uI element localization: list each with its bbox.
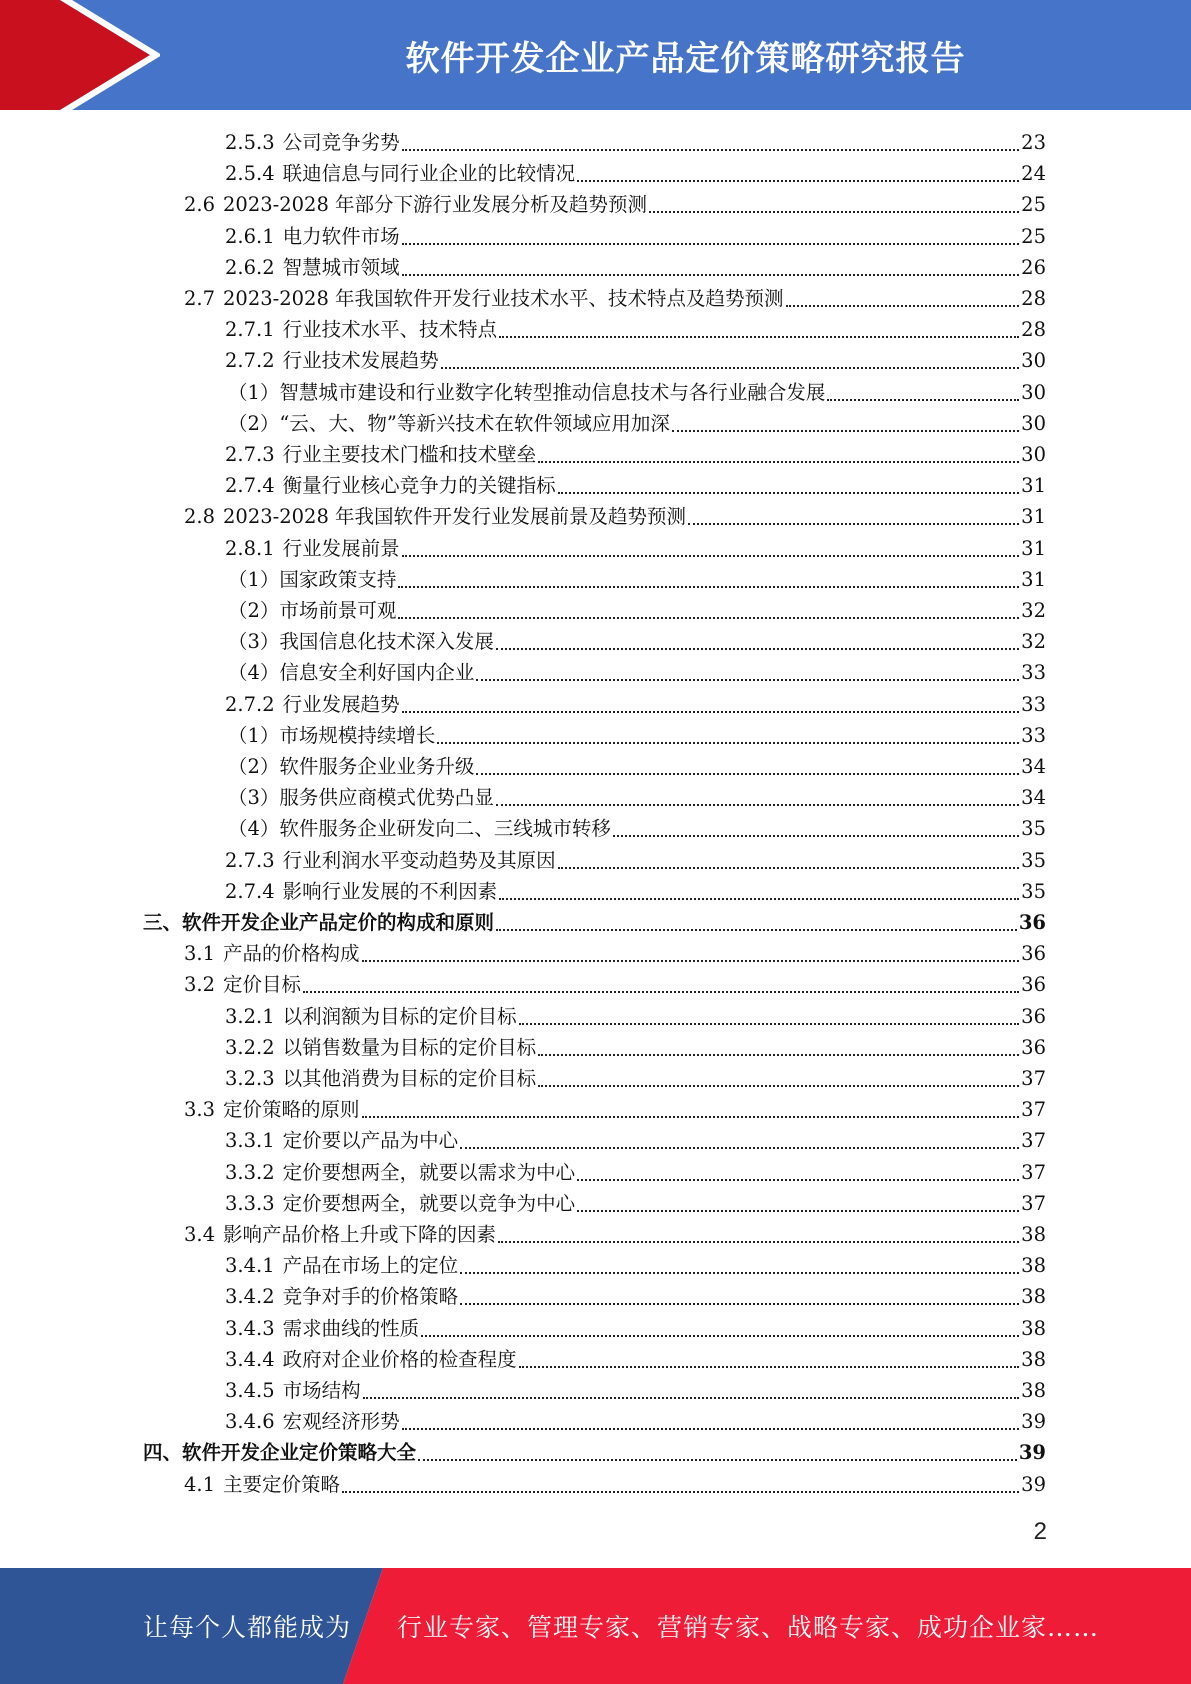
- toc-entry-number: （2）: [228, 411, 280, 435]
- toc-entry-label: 我国信息化技术深入发展: [279, 630, 494, 654]
- toc-entry-label: 电力软件市场: [282, 224, 400, 248]
- toc-entry-label: 2023-2028 年部分下游行业发展分析及趋势预测: [223, 193, 648, 217]
- toc-leader-dots: [398, 586, 1019, 588]
- toc-leader-dots: [342, 1491, 1019, 1493]
- toc-entry[interactable]: [184, 1219, 1046, 1250]
- toc-entry[interactable]: [225, 1001, 1046, 1032]
- footer-slogan-left: 让每个人都能成为: [143, 1613, 352, 1642]
- toc-entry-label: 行业主要技术门槛和技术壁垒: [282, 443, 537, 466]
- toc-entry-number: 3.3.1: [225, 1129, 275, 1153]
- toc-entry-number: 4.1: [184, 1472, 216, 1496]
- toc-leader-dots: [613, 835, 1019, 837]
- toc-leader-dots: [362, 960, 1020, 962]
- toc-entry-number: 2.6.2: [225, 255, 275, 279]
- toc-leader-dots: [577, 180, 1019, 182]
- toc-entry-page: 39: [1021, 1410, 1046, 1434]
- toc-entry-page: 36: [1018, 911, 1046, 934]
- page-header: [0, 0, 1191, 110]
- toc-entry-number: 3.4.4: [225, 1347, 275, 1371]
- toc-entry[interactable]: [225, 1344, 1046, 1375]
- toc-entry-number: 3.4.6: [225, 1410, 275, 1434]
- footer-slogan-right: 行业专家、管理专家、营销专家、战略专家、成功企业家……: [397, 1613, 1100, 1642]
- toc-entry-number: 2.7.1: [225, 318, 275, 342]
- toc-entry-label: 智慧城市领域: [282, 255, 400, 279]
- toc-entry-label: 服务供应商模式优势凸显: [279, 786, 494, 810]
- toc-leader-dots: [499, 898, 1019, 900]
- toc-entry[interactable]: [228, 377, 1046, 408]
- toc-entry-number: （4）: [228, 661, 280, 685]
- toc-leader-dots: [827, 399, 1019, 401]
- toc-entry-page: 30: [1021, 380, 1046, 404]
- toc-entry-page: 32: [1021, 599, 1046, 622]
- toc-leader-dots: [402, 1428, 1020, 1430]
- toc-entry-label: 公司竞争劣势: [282, 131, 400, 154]
- toc-entry-number: 3.2.2: [225, 1035, 275, 1059]
- toc-entry-number: 2.7.3: [225, 443, 275, 466]
- toc-entry-number: （4）: [228, 817, 280, 841]
- toc-leader-dots: [402, 555, 1020, 557]
- toc-entry-label: 定价目标: [223, 973, 302, 997]
- toc-leader-dots: [498, 1241, 1019, 1243]
- toc-entry[interactable]: [225, 221, 1046, 252]
- toc-entry-page: 36: [1021, 973, 1046, 997]
- toc-entry-number: 3.3.2: [225, 1160, 275, 1184]
- toc-entry[interactable]: [225, 533, 1046, 564]
- toc-entry[interactable]: [228, 751, 1046, 782]
- toc-entry-page: 38: [1021, 1254, 1046, 1278]
- toc-entry[interactable]: [143, 1437, 1046, 1468]
- toc-entry-label: 主要定价策略: [223, 1472, 341, 1496]
- toc-leader-dots: [418, 1459, 1017, 1461]
- toc-entry-number: 3.2.3: [225, 1067, 275, 1090]
- toc-entry[interactable]: [228, 657, 1046, 688]
- toc-entry-page: 39: [1018, 1441, 1046, 1465]
- toc-entry-page: 25: [1021, 224, 1046, 248]
- toc-entry[interactable]: [184, 1094, 1046, 1125]
- toc-entry-number: 3.3.3: [225, 1191, 275, 1215]
- toc-leader-dots: [538, 1085, 1019, 1087]
- toc-leader-dots: [437, 742, 1019, 744]
- toc-entry-page: 37: [1021, 1098, 1046, 1122]
- toc-entry[interactable]: [228, 813, 1046, 844]
- toc-entry[interactable]: [143, 907, 1046, 938]
- toc-entry-page: 28: [1021, 287, 1046, 310]
- toc-entry-label: 软件服务企业研发向二、三线城市转移: [279, 817, 611, 841]
- toc-entry[interactable]: [225, 158, 1046, 189]
- toc-entry[interactable]: [184, 189, 1046, 220]
- toc-entry-number: （1）: [228, 567, 280, 591]
- toc-leader-dots: [672, 430, 1019, 432]
- toc-entry[interactable]: [225, 876, 1046, 907]
- toc-entry-label: 市场结构: [282, 1379, 361, 1402]
- toc-leader-dots: [460, 1272, 1019, 1274]
- toc-entry[interactable]: [225, 470, 1046, 501]
- toc-entry-number: 三、: [143, 911, 183, 934]
- toc-entry-page: 39: [1021, 1472, 1046, 1496]
- toc-entry-number: 3.1: [184, 942, 216, 966]
- toc-entry-label: 市场前景可观: [279, 599, 397, 622]
- toc-entry-label: 以其他消费为目标的定价目标: [282, 1067, 537, 1090]
- toc-entry-label: 产品的价格构成: [223, 942, 360, 966]
- toc-entry[interactable]: [225, 127, 1046, 158]
- toc-entry-label: 国家政策支持: [279, 567, 397, 591]
- toc-entry-page: 30: [1021, 349, 1046, 373]
- toc-entry[interactable]: [225, 1188, 1046, 1219]
- toc-entry[interactable]: [225, 345, 1046, 376]
- toc-entry[interactable]: [225, 1125, 1046, 1156]
- toc-leader-dots: [519, 1023, 1020, 1025]
- toc-entry-number: 3.4.2: [225, 1285, 275, 1309]
- toc-entry-label: 需求曲线的性质: [282, 1316, 420, 1340]
- toc-leader-dots: [303, 991, 1019, 993]
- toc-entry-number: 四、: [143, 1441, 183, 1465]
- toc-entry-page: 31: [1021, 536, 1046, 560]
- toc-leader-dots: [402, 274, 1020, 276]
- toc-entry-page: 37: [1021, 1160, 1046, 1184]
- toc-leader-dots: [460, 1303, 1019, 1305]
- toc-entry-label: 软件服务企业业务升级: [279, 755, 475, 778]
- toc-entry-page: 33: [1021, 661, 1046, 685]
- toc-entry[interactable]: [184, 1469, 1046, 1500]
- toc-entry-label: 影响产品价格上升或下降的因素: [223, 1223, 497, 1246]
- toc-entry[interactable]: [228, 782, 1046, 813]
- toc-entry[interactable]: [184, 938, 1046, 969]
- toc-entry-label: 软件开发企业产品定价的构成和原则: [182, 911, 495, 934]
- toc-entry-number: 2.7: [184, 287, 216, 310]
- toc-entry-label: 以利润额为目标的定价目标: [282, 1004, 517, 1028]
- toc-entry[interactable]: [225, 1313, 1046, 1344]
- toc-entry[interactable]: [228, 595, 1046, 626]
- toc-entry-label: 行业发展前景: [282, 536, 400, 560]
- toc-entry-page: 38: [1021, 1223, 1046, 1246]
- toc-leader-dots: [649, 211, 1019, 213]
- toc-entry[interactable]: [225, 1032, 1046, 1063]
- toc-entry-page: 38: [1021, 1347, 1046, 1371]
- toc-leader-dots: [460, 1147, 1019, 1149]
- toc-entry-page: 30: [1021, 411, 1046, 435]
- toc-entry-number: 3.4.1: [225, 1254, 275, 1278]
- toc-leader-dots: [421, 1335, 1019, 1337]
- toc-leader-dots: [786, 305, 1020, 307]
- toc-entry[interactable]: [228, 626, 1046, 657]
- toc-entry-label: 影响行业发展的不利因素: [282, 879, 498, 903]
- toc-entry-number: 3.4: [184, 1223, 216, 1246]
- toc-entry-number: 2.5.3: [225, 131, 275, 154]
- toc-leader-dots: [476, 679, 1019, 681]
- toc-entry-label: 市场规模持续增长: [279, 723, 436, 747]
- toc-entry-number: 3.2: [184, 973, 216, 997]
- toc-leader-dots: [496, 648, 1019, 650]
- toc-entry-label: 智慧城市建设和行业数字化转型推动信息技术与各行业融合发展: [279, 380, 826, 404]
- toc-entry-number: 2.6.1: [225, 224, 275, 248]
- toc-entry-page: 35: [1021, 879, 1046, 903]
- toc-entry-page: 38: [1021, 1316, 1046, 1340]
- toc-entry-number: 2.8.1: [225, 536, 275, 560]
- toc-entry-page: 37: [1021, 1067, 1046, 1090]
- toc-leader-dots: [363, 1397, 1020, 1399]
- toc-entry-label: 以销售数量为目标的定价目标: [282, 1035, 537, 1059]
- toc-leader-dots: [476, 773, 1019, 775]
- toc-entry-number: 2.7.4: [225, 474, 275, 498]
- toc-entry-number: 3.4.3: [225, 1316, 275, 1340]
- toc-entry-number: 2.7.2: [225, 692, 275, 716]
- toc-entry[interactable]: [225, 1063, 1046, 1094]
- toc-entry-page: 36: [1021, 1035, 1046, 1059]
- toc-entry-label: 行业技术发展趋势: [282, 349, 439, 373]
- toc-entry-page: 31: [1021, 474, 1046, 498]
- toc-leader-dots: [538, 461, 1019, 463]
- toc-entry-number: 3.3: [184, 1098, 216, 1122]
- toc-entry-page: 38: [1021, 1285, 1046, 1309]
- toc-entry-page: 30: [1021, 443, 1046, 466]
- toc-entry-page: 37: [1021, 1191, 1046, 1215]
- toc-entry[interactable]: [225, 1250, 1046, 1281]
- toc-entry-number: 3.2.1: [225, 1004, 275, 1028]
- toc-entry[interactable]: [225, 252, 1046, 283]
- toc-leader-dots: [499, 336, 1019, 338]
- toc-entry-number: 2.7.4: [225, 879, 275, 903]
- toc-leader-dots: [688, 523, 1019, 525]
- toc-leader-dots: [558, 492, 1020, 494]
- toc-entry-label: 宏观经济形势: [282, 1410, 400, 1434]
- toc-entry-label: 定价要想两全，就要以竞争为中心: [282, 1191, 576, 1215]
- toc-leader-dots: [402, 711, 1020, 713]
- toc-entry[interactable]: [225, 439, 1046, 470]
- toc-entry[interactable]: [184, 501, 1046, 532]
- toc-entry[interactable]: [225, 314, 1046, 345]
- toc-entry-page: 28: [1021, 318, 1046, 342]
- toc-entry-page: 34: [1021, 786, 1046, 810]
- toc-entry[interactable]: [184, 283, 1046, 314]
- toc-leader-dots: [577, 1179, 1019, 1181]
- page-footer: [0, 1568, 1191, 1684]
- toc-entry[interactable]: [225, 1157, 1046, 1188]
- toc-entry-page: 33: [1021, 723, 1046, 747]
- toc-entry-number: 2.8: [184, 505, 216, 529]
- toc-entry-page: 37: [1021, 1129, 1046, 1153]
- toc-entry[interactable]: [228, 408, 1046, 439]
- toc-entry[interactable]: [225, 689, 1046, 720]
- toc-entry-page: 25: [1021, 193, 1046, 217]
- toc-entry-number: （1）: [228, 380, 280, 404]
- toc-entry-page: 34: [1021, 755, 1046, 778]
- toc-entry-label: “云、大、物”等新兴技术在软件领域应用加深: [279, 411, 670, 435]
- toc-entry-label: 竞争对手的价格策略: [282, 1285, 459, 1309]
- toc-leader-dots: [558, 867, 1020, 869]
- toc-entry-label: 行业技术水平、技术特点: [282, 318, 498, 342]
- toc-entry-number: 2.6: [184, 193, 216, 217]
- toc-entry-page: 35: [1021, 817, 1046, 841]
- toc-entry-label: 定价要以产品为中心: [282, 1129, 459, 1153]
- toc-entry-page: 31: [1021, 505, 1046, 529]
- toc-entry[interactable]: [228, 564, 1046, 595]
- toc-entry-page: 23: [1021, 131, 1046, 154]
- toc-leader-dots: [398, 617, 1019, 619]
- toc-entry[interactable]: [225, 1406, 1046, 1437]
- toc-entry-label: 2023-2028 年我国软件开发行业发展前景及趋势预测: [223, 505, 687, 529]
- toc-entry-label: 定价要想两全，就要以需求为中心: [282, 1160, 576, 1184]
- toc-leader-dots: [538, 1054, 1019, 1056]
- toc-entry-page: 26: [1021, 255, 1046, 279]
- toc-leader-dots: [362, 1116, 1020, 1118]
- toc-leader-dots: [519, 1366, 1020, 1368]
- toc-entry-page: 38: [1021, 1379, 1046, 1402]
- toc-entry-number: （3）: [228, 630, 280, 654]
- toc-entry-label: 信息安全利好国内企业: [279, 661, 475, 685]
- toc-entry-label: 衡量行业核心竞争力的关键指标: [282, 474, 556, 498]
- toc-entry-number: （2）: [228, 599, 280, 622]
- toc-entry-label: 行业利润水平变动趋势及其原因: [282, 848, 556, 872]
- toc-leader-dots: [496, 929, 1017, 931]
- header-arrow-decoration: [0, 0, 160, 110]
- toc-entry-number: 2.7.3: [225, 848, 275, 872]
- toc-entry[interactable]: [225, 1281, 1046, 1312]
- toc-entry-label: 软件开发企业定价策略大全: [182, 1441, 417, 1465]
- toc-leader-dots: [402, 149, 1020, 151]
- toc-entry-page: 36: [1021, 942, 1046, 966]
- toc-entry-label: 定价策略的原则: [223, 1098, 360, 1122]
- toc-leader-dots: [441, 367, 1020, 369]
- toc-entry-page: 35: [1021, 848, 1046, 872]
- page-number: 2: [1033, 1518, 1047, 1545]
- toc-entry-page: 31: [1021, 567, 1046, 591]
- toc-entry-number: 2.5.4: [225, 162, 275, 186]
- toc-entry-page: 33: [1021, 692, 1046, 716]
- toc-entry-number: （3）: [228, 786, 280, 810]
- toc-entry[interactable]: [184, 969, 1046, 1000]
- toc-entry-page: 24: [1021, 162, 1046, 186]
- toc-entry-number: 2.7.2: [225, 349, 275, 373]
- toc-leader-dots: [402, 243, 1020, 245]
- toc-entry-label: 2023-2028 年我国软件开发行业技术水平、技术特点及趋势预测: [223, 287, 784, 310]
- toc-entry-label: 政府对企业价格的检查程度: [282, 1347, 517, 1371]
- toc-entry-number: （2）: [228, 755, 280, 778]
- report-title: 软件开发企业产品定价策略研究报告: [405, 38, 966, 79]
- toc-leader-dots: [577, 1210, 1019, 1212]
- toc-entry-number: （1）: [228, 723, 280, 747]
- toc-entry[interactable]: [225, 845, 1046, 876]
- toc-entry-page: 36: [1021, 1004, 1046, 1028]
- toc-entry-label: 联迪信息与同行业企业的比较情况: [282, 162, 576, 186]
- toc-entry[interactable]: [228, 720, 1046, 751]
- toc-entry-label: 产品在市场上的定位: [282, 1254, 459, 1278]
- toc-entry-label: 行业发展趋势: [282, 692, 400, 716]
- toc-entry[interactable]: [225, 1375, 1046, 1406]
- toc-entry-number: 3.4.5: [225, 1379, 275, 1402]
- toc-entry-page: 32: [1021, 630, 1046, 654]
- toc-leader-dots: [496, 804, 1019, 806]
